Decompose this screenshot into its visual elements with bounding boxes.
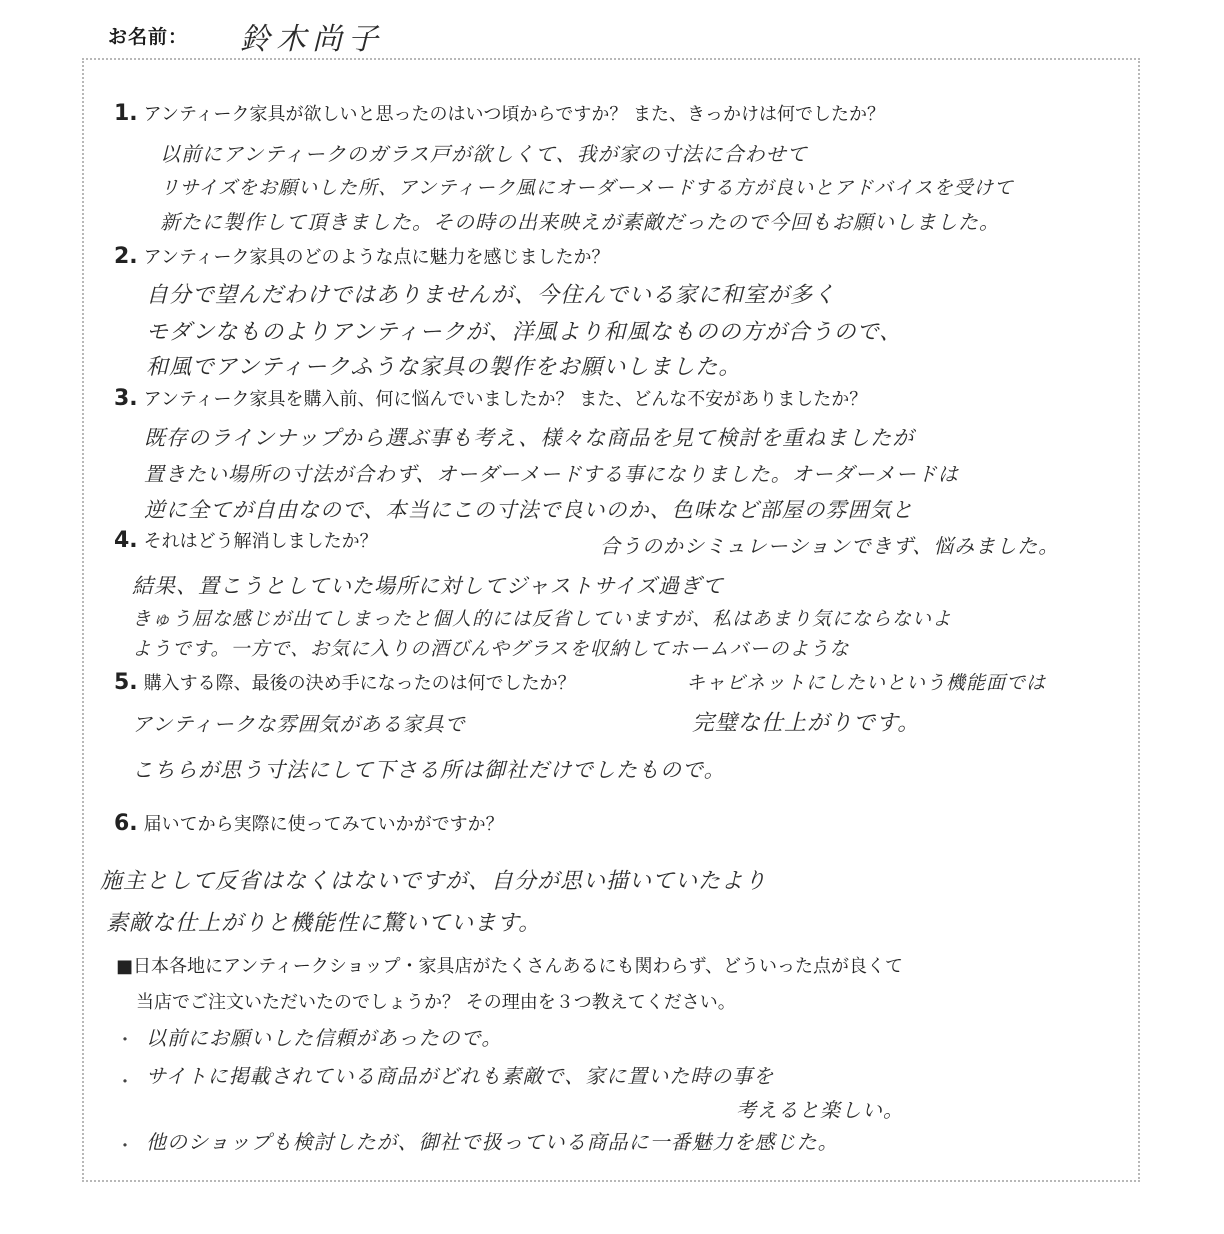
question-3: [114, 385, 867, 411]
final-question-line-2: 当店でご注文いただいたのでしょうか？ その理由を３つ教えてください。: [136, 992, 736, 1013]
question-text: アンティーク家具のどのような点に魅力を感じましたか？: [143, 247, 610, 268]
name-label: お名前：: [108, 26, 189, 48]
answer-3-line-3: 逆に全てが自由なので、本当にこの寸法で良いのか、色味など部屋の雰囲気と: [144, 498, 914, 522]
reason-3: 他のショップも検討したが、御社で扱っている商品に一番魅力を感じた。: [146, 1130, 839, 1154]
answer-1-line-3: 新たに製作して頂きました。その時の出来映えが素敵だったので今回もお願いしました。: [160, 210, 1000, 234]
question-number: 2.: [114, 244, 138, 269]
answer-3-line-2: 置きたい場所の寸法が合わず、オーダーメードする事になりました。オーダーメードは: [144, 462, 959, 486]
question-text: アンティーク家具が欲しいと思ったのはいつ頃からですか？ また、きっかけは何でしたか？: [143, 104, 886, 125]
final-question-line-1: ■日本各地にアンティークショップ・家具店がたくさんあるにも関わらず、どういった点が良くて: [116, 956, 904, 977]
answer-2-line-3: 和風でアンティークふうな家具の製作をお願いしました。: [146, 355, 742, 380]
question-number: 3.: [114, 386, 138, 411]
question-number: 4.: [114, 528, 138, 553]
answer-1-line-1: 以前にアンティークのガラス戸が欲しくて、我が家の寸法に合わせて: [160, 142, 808, 166]
question-2: [114, 243, 610, 269]
answer-3-line-4: 合うのかシミュレーションできず、悩みました。: [600, 534, 1060, 558]
question-6: [114, 810, 504, 836]
answer-3-line-1: 既存のラインナップから選ぶ事も考え、様々な商品を見て検討を重ねましたが: [144, 426, 915, 450]
answer-5-line-2: 完璧な仕上がりです。: [692, 711, 921, 736]
answer-4-line-3: ようです。一方で、お気に入りの酒びんやグラスを収納してホームバーのような: [132, 638, 850, 660]
reason-2-continued: 考えると楽しい。: [736, 1098, 904, 1122]
question-1: [114, 100, 885, 126]
answer-2-line-2: モダンなものよりアンティークが、洋風より和風なものの方が合うので、: [146, 320, 903, 345]
question-text: 購入する際、最後の決め手になったのは何でしたか？: [143, 673, 576, 694]
answer-2-line-1: 自分で望んだわけではありませんが、今住んでいる家に和室が多く: [146, 283, 837, 308]
reason-bullet-3: ・: [116, 1136, 134, 1157]
reason-bullet-2: ・: [116, 1072, 134, 1093]
question-number: 6.: [114, 811, 138, 836]
question-5: [114, 669, 576, 695]
question-number: 1.: [114, 101, 138, 126]
answer-1-line-2: リサイズをお願いした所、アンティーク風にオーダーメードする方が良いとアドバイスを受けて: [160, 177, 1014, 199]
answer-4-line-2: きゅう屈な感じが出てしまったと個人的には反省していますが、私はあまり気にならないよ: [132, 608, 953, 630]
question-text: それはどう解消しましたか？: [143, 531, 378, 552]
answer-6-line-2: 素敵な仕上がりと機能性に驚いています。: [106, 911, 542, 936]
question-number: 5.: [114, 670, 138, 695]
answer-4-line-1: 結果、置こうとしていた場所に対してジャストサイズ過ぎて: [132, 574, 724, 598]
answer-6-line-1: 施主として反省はなくはないですが、自分が思い描いていたより: [100, 869, 768, 894]
answer-5-line-1: アンティークな雰囲気がある家具で: [132, 712, 466, 736]
question-text: 届いてから実際に使ってみていかがですか？: [143, 814, 504, 835]
reason-1: 以前にお願いした信頼があったので。: [146, 1026, 503, 1050]
name-handwritten-value: 鈴木尚子: [240, 22, 384, 57]
answer-4-line-4: キャビネットにしたいという機能面では: [686, 672, 1047, 694]
reason-2: サイトに掲載されている商品がどれも素敵で、家に置いた時の事を: [146, 1064, 775, 1088]
question-4: [114, 527, 378, 553]
answer-5-line-3: こちらが思う寸法にして下さる所は御社だけでしたもので。: [132, 758, 726, 782]
question-text: アンティーク家具を購入前、何に悩んでいましたか？ また、どんな不安がありましたか？: [143, 389, 868, 410]
reason-bullet-1: ・: [116, 1030, 134, 1051]
